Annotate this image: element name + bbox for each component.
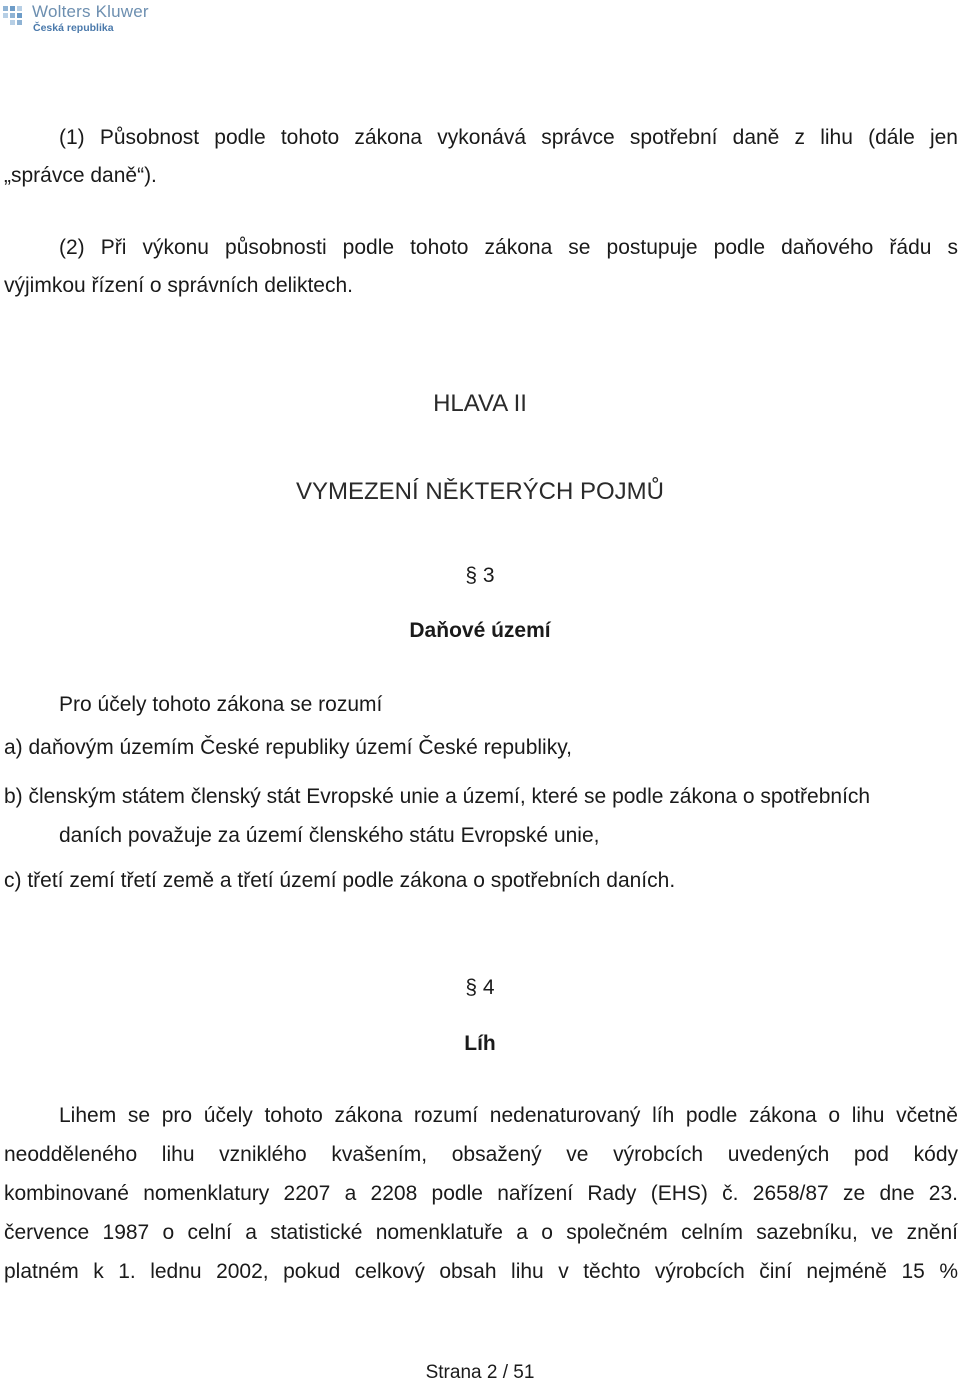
section-3-number: § 3 xyxy=(465,564,495,587)
part-title: VYMEZENÍ NĚKTERÝCH POJMŮ xyxy=(295,478,665,505)
section-4-line-3: kombinované nomenklatury 2207 a 2208 podle nařízení Rady (EHS) č. 2658/87 ze dne 23. xyxy=(4,1182,958,1205)
section-3-title: Daňové území xyxy=(409,619,551,642)
paragraph-2-line-1: (2) Při výkonu působnosti podle tohoto zákona se postupuje podle daňového řádu s xyxy=(59,236,958,259)
section-3-item-a: a) daňovým územím České republiky území České republiky, xyxy=(4,736,572,759)
paragraph-2-line-2: výjimkou řízení o správních deliktech. xyxy=(4,274,353,297)
section-4-line-5: platném k 1. lednu 2002, pokud celkový obsah lihu v těchto výrobcích činí nejméně 15 % xyxy=(4,1260,958,1283)
brand-subtitle: Česká republika xyxy=(33,22,114,34)
part-heading: HLAVA II xyxy=(433,390,527,417)
section-3-item-b-line-1: b) členským státem členský stát Evropské unie a území, které se podle zákona o spotřebních xyxy=(4,785,871,808)
section-4-number: § 4 xyxy=(465,976,495,999)
section-4-line-2: neodděleného lihu vzniklého kvašením, obsažený ve výrobcích uvedených pod kódy xyxy=(4,1143,958,1166)
paragraph-1-line-2: „správce daně“). xyxy=(4,164,157,187)
section-4-title: Líh xyxy=(464,1032,496,1055)
section-4-line-4: července 1987 o celní a statistické nomenklatuře a o společném celním sazebníku, ve znění xyxy=(4,1221,958,1244)
section-3-item-b-line-2: daních považuje za území členského státu Evropské unie, xyxy=(59,824,600,847)
section-3-intro: Pro účely tohoto zákona se rozumí xyxy=(59,693,383,716)
brand-name: Wolters Kluwer xyxy=(32,2,149,21)
page-number: Strana 2 / 51 xyxy=(425,1362,535,1383)
paragraph-1-line-1: (1) Působnost podle tohoto zákona vykonává správce spotřební daně z lihu (dále jen xyxy=(59,126,958,149)
wolters-kluwer-logo-icon xyxy=(2,4,28,32)
section-4-line-1: Lihem se pro účely tohoto zákona rozumí nedenaturovaný líh podle zákona o lihu včetně xyxy=(59,1104,958,1127)
section-3-item-c: c) třetí zemí třetí země a třetí území podle zákona o spotřebních daních. xyxy=(4,869,676,892)
